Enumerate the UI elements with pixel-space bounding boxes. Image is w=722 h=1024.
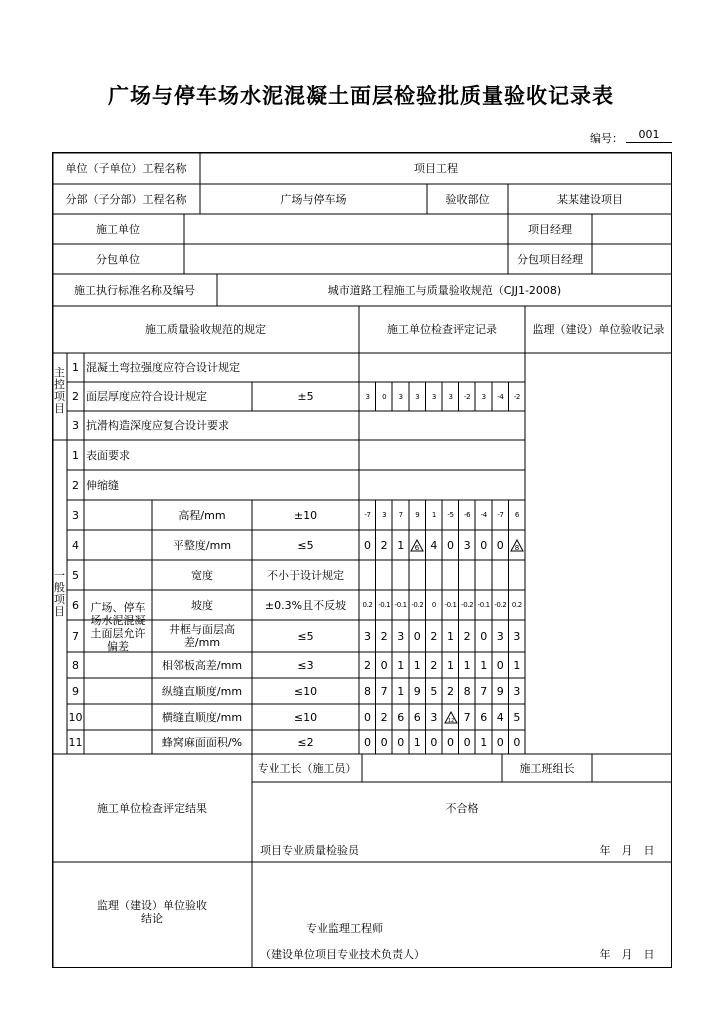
measurement-value: 3 [397,629,405,643]
main-item-number: 1 [72,361,79,374]
general-item-number: 11 [68,735,83,749]
general-item-number: 6 [72,598,79,612]
measurement-value: -0.1 [477,601,490,609]
measurement-value: 0 [496,658,504,672]
measurement-value: -5 [447,511,454,519]
measurement-value: 7 [463,710,471,724]
measurement-value: 0 [364,538,371,552]
team-leader-label: 施工班组长 [519,761,575,775]
doc-number [590,128,680,146]
allowed-deviation: ≤3 [297,658,314,672]
measurement-value: 3 [382,511,387,519]
measurement-value: 6 [413,710,421,724]
measurement-value: 5 [513,710,521,724]
measurement-value: 3 [513,629,521,643]
general-item-number: 4 [72,538,79,552]
acceptance-part-label: 验收部位 [445,192,490,206]
deviation-item-name: 宽度 [191,568,213,582]
sub-project-manager-label: 分包项目经理 [517,252,583,266]
doc-number-value: 001 [626,128,672,143]
measurement-value: 3 [481,392,486,401]
measurement-value: 1 [463,658,471,672]
general-item-number: 1 [72,448,79,462]
measurement-value: 8 [463,684,471,698]
measurement-value: 0 [380,658,388,672]
deviation-item-name: 坡度 [191,598,213,612]
measurement-value: -7 [364,511,371,519]
allowed-deviation: ≤5 [297,629,314,643]
measurement-value: -7 [497,511,504,519]
measurement-value: 3 [513,684,521,698]
measurement-value: 6 [514,511,519,519]
measurement-value: 0 [364,735,371,749]
measurement-value: 2 [463,629,471,643]
measurement-value: 7 [398,511,403,519]
measurement-value: 3 [430,710,438,724]
foreman-label: 专业工长（施工员） [257,761,357,775]
measurement-value: 2 [430,629,438,643]
measurement-value: 1 [431,511,436,519]
measurement-value: -0.2 [494,601,507,609]
deviation-item-name: 高程/mm [178,508,226,522]
main-item-text: 混凝土弯拉强度应符合设计规定 [86,361,240,374]
measurement-value: 0 [382,392,387,401]
svg-text:8: 8 [514,543,520,552]
measurement-value: -6 [464,511,471,519]
measurement-value: 2 [380,710,388,724]
measurement-value: 0 [480,629,488,643]
measurement-value: 0 [397,735,405,749]
measurement-value: 7 [480,684,488,698]
general-item-number: 5 [72,568,79,582]
measurement-value: 0 [447,538,454,552]
measurement-value: 0 [480,538,488,552]
contractor-label: 施工单位 [96,222,140,236]
standard-value: 城市道路工程施工与质量验收规范（CJJ1-2008) [327,283,562,297]
measurement-value: 9 [413,684,421,698]
allowed-deviation: ≤5 [297,538,314,552]
main-item-number: 2 [72,390,79,403]
warning-icon [410,539,424,552]
unit-project-label: 单位（子单位）工程名称 [65,161,187,175]
measurement-value: 0 [413,629,421,643]
measurement-value: 0 [496,538,504,552]
general-item-number: 3 [72,508,79,522]
acceptance-part-value: 某某建设项目 [557,192,623,206]
measurement-value: 3 [415,392,420,401]
measurement-value: 1 [480,735,488,749]
deviation-item-name: 纵缝直顺度/mm [161,684,243,698]
measurement-value: -0.1 [394,601,407,609]
measurement-value: 7 [380,684,388,698]
unit-project-value: 项目工程 [414,161,458,175]
svg-text:12: 12 [447,717,454,724]
measurement-value: 0 [463,735,471,749]
allowed-deviation: ±0.3%且不反坡 [264,598,347,612]
contractor-check-label: 施工单位检查评定结果 [97,801,207,815]
measurement-value: 4 [430,538,438,552]
deviation-item-name: 相邻板高差/mm [161,658,243,672]
main-item-text: 面层厚度应符合设计规定 [86,390,207,403]
measurement-value: -4 [480,511,487,519]
measurement-value: 0 [447,735,454,749]
warning-icon [444,711,458,724]
date-field: 年 月 日 [599,947,655,961]
measurement-value: 5 [430,684,438,698]
measurement-value: -2 [513,392,520,401]
deviation-item-name: 蜂窝麻面面积/% [161,735,243,749]
measurement-value: 1 [397,658,405,672]
svg-text:6: 6 [415,543,420,552]
measurement-value: -4 [497,392,504,401]
measurement-value: 3 [463,538,471,552]
general-item-number: 10 [68,710,83,724]
allowed-deviation: 不小于设计规定 [267,568,344,582]
main-item-number: 3 [72,419,79,432]
measurement-value: 6 [397,710,405,724]
measurement-value: 2 [380,629,388,643]
standard-label: 施工执行标准名称及编号 [74,283,195,297]
owner-tech-lead-label: （建设单位项目专业技术负责人） [260,947,425,961]
measurement-value: 1 [397,538,405,552]
sub-project-label: 分部（子分部）工程名称 [65,192,187,206]
sub-project-value: 广场与停车场 [280,192,347,206]
measurement-value: 0 [431,601,436,609]
measurement-value: -0.1 [378,601,391,609]
allowed-deviation: ≤10 [293,710,318,724]
check-column-header: 施工单位检查评定记录 [387,323,497,336]
supervisor-engineer-label: 专业监理工程师 [306,921,383,935]
page-title: 广场与停车场水泥混凝土面层检验批质量验收记录表 [108,84,614,108]
measurement-value: 9 [415,511,420,519]
measurement-value: 2 [364,658,371,672]
measurement-value: 3 [364,629,371,643]
general-item-text: 伸缩缝 [86,478,119,492]
measurement-value: 0 [364,710,371,724]
deviation-item-name: 井框与面层高差/mm [169,623,235,649]
main-control-label: 主 控 项 目 [54,366,65,415]
check-result: 不合格 [445,801,479,815]
measurement-value: 1 [447,629,454,643]
measurement-value: 2 [447,684,454,698]
measurement-value: 4 [496,710,504,724]
general-item-number: 9 [72,684,79,698]
measurement-value: 1 [413,735,421,749]
measurement-value: 1 [447,658,454,672]
warning-icon [510,539,524,552]
measurement-value: 3 [496,629,504,643]
general-item-text: 表面要求 [86,448,130,462]
measurement-value: 6 [480,710,488,724]
deviation-item-name: 横缝直顺度/mm [161,710,243,724]
main-item-requirement: ±5 [297,390,314,403]
supervisor-conclusion-label: 监理（建设）单位验收结论 [97,899,207,925]
measurement-value: 1 [413,658,421,672]
allowed-deviation: ≤10 [293,684,318,698]
measurement-value: -0.2 [461,601,474,609]
date-field: 年 月 日 [599,843,655,857]
measurement-value: 0 [380,735,388,749]
measurement-value: 3 [448,392,453,401]
measurement-value: 1 [480,658,488,672]
measurement-value: 0 [496,735,504,749]
measurement-value: 0 [513,735,521,749]
allowed-deviation: ±10 [293,508,318,522]
measurement-value: -0.1 [444,601,457,609]
doc-number-label: 编号： [590,132,623,145]
measurement-value: 0.2 [362,601,373,609]
general-items-label: 一 般 项 目 [54,569,65,618]
deviation-item-name: 平整度/mm [172,538,232,552]
measurement-value: 3 [398,392,403,401]
deviation-group-label: 广场、停车场水泥混凝土面层允许偏差 [90,601,146,653]
measurement-value: 0.2 [511,601,522,609]
measurement-value: -2 [464,392,471,401]
measurement-value: 2 [430,658,438,672]
main-item-text: 抗滑构造深度应复合设计要求 [86,419,229,432]
measurement-value: 8 [364,684,371,698]
project-manager-label: 项目经理 [528,222,572,236]
measurement-value: 0 [430,735,438,749]
spec-column-header: 施工质量验收规范的规定 [145,323,266,336]
measurement-value: 3 [431,392,436,401]
general-item-number: 8 [72,658,79,672]
subcontractor-label: 分包单位 [96,252,140,266]
measurement-value: 3 [365,392,370,401]
allowed-deviation: ≤2 [297,735,314,749]
general-item-number: 2 [72,478,79,492]
measurement-value: 1 [513,658,521,672]
qc-inspector-label: 项目专业质量检验员 [260,843,359,857]
record-form [52,152,672,968]
measurement-value: 1 [397,684,405,698]
measurement-value: 2 [380,538,388,552]
measurement-value: -0.2 [411,601,424,609]
general-item-number: 7 [72,629,79,643]
measurement-value: 9 [496,684,504,698]
supervisor-column-header: 监理（建设）单位验收记录 [532,323,665,336]
